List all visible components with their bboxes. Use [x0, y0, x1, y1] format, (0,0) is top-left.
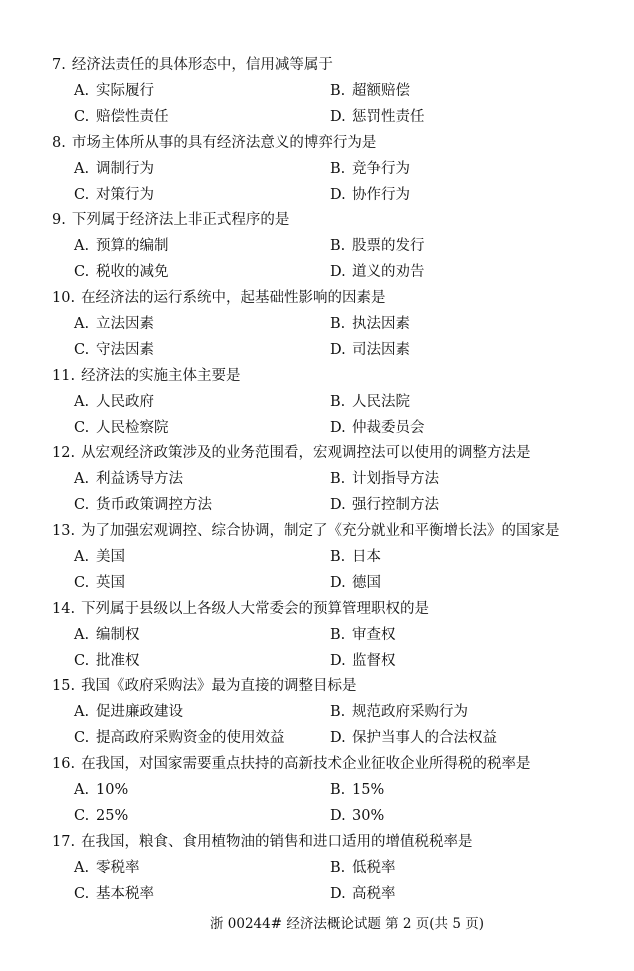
option-c [74, 108, 169, 126]
question-number: 17. [52, 834, 76, 850]
option-text: 立法因素 [96, 316, 154, 332]
question-stem [52, 755, 531, 773]
question-number: 15. [52, 678, 76, 694]
question-number: 13. [52, 523, 76, 539]
option-letter: B. [330, 471, 346, 487]
option-a [74, 82, 154, 100]
option-c [74, 807, 128, 825]
question-number: 14. [52, 601, 76, 617]
option-letter: C. [74, 342, 90, 358]
option-a [74, 470, 183, 488]
option-text: 批准权 [96, 653, 140, 669]
option-letter: B. [330, 782, 346, 798]
option-text: 强行控制方法 [352, 497, 439, 513]
option-d [330, 263, 425, 281]
question-number: 12. [52, 445, 76, 461]
option-text: 仲裁委员会 [352, 420, 425, 436]
option-a [74, 237, 169, 255]
option-text: 利益诱导方法 [96, 471, 183, 487]
option-letter: C. [74, 109, 90, 125]
option-c [74, 574, 125, 592]
option-letter: D. [330, 420, 346, 436]
option-text: 惩罚性责任 [352, 109, 425, 125]
option-text: 基本税率 [96, 886, 154, 902]
question-stem [52, 211, 289, 229]
option-d [330, 186, 410, 204]
option-text: 人民法院 [352, 394, 410, 410]
option-a [74, 548, 125, 566]
option-text: 审查权 [352, 627, 396, 643]
option-letter: A. [74, 860, 90, 876]
option-a [74, 626, 140, 644]
option-d [330, 885, 396, 903]
option-text: 执法因素 [352, 316, 410, 332]
question-number: 16. [52, 756, 76, 772]
question-stem [52, 289, 386, 307]
option-c [74, 341, 154, 359]
option-text: 货币政策调控方法 [96, 497, 212, 513]
option-text: 实际履行 [96, 83, 154, 99]
option-text: 25% [96, 808, 129, 824]
option-text: 人民政府 [96, 394, 154, 410]
option-letter: A. [74, 471, 90, 487]
option-letter: A. [74, 394, 90, 410]
option-text: 司法因素 [352, 342, 410, 358]
option-text: 15% [352, 782, 385, 798]
option-letter: B. [330, 627, 346, 643]
option-b [330, 859, 396, 877]
option-letter: A. [74, 83, 90, 99]
option-letter: C. [74, 497, 90, 513]
option-letter: B. [330, 161, 346, 177]
option-d [330, 729, 497, 747]
option-text: 道义的劝告 [352, 264, 425, 280]
option-text: 德国 [352, 575, 381, 591]
option-c [74, 496, 212, 514]
option-letter: B. [330, 704, 346, 720]
option-text: 股票的发行 [352, 238, 425, 254]
option-letter: B. [330, 860, 346, 876]
option-letter: C. [74, 187, 90, 203]
option-d [330, 419, 425, 437]
option-b [330, 548, 381, 566]
option-text: 日本 [352, 549, 381, 565]
option-letter: B. [330, 238, 346, 254]
option-a [74, 315, 154, 333]
question-text: 在我国，对国家需要重点扶持的高新技术企业征收企业所得税的税率是 [81, 756, 531, 772]
option-letter: D. [330, 187, 346, 203]
question-stem [52, 522, 560, 540]
option-c [74, 652, 140, 670]
option-d [330, 807, 384, 825]
option-letter: C. [74, 886, 90, 902]
option-letter: D. [330, 109, 346, 125]
option-letter: A. [74, 238, 90, 254]
option-text: 守法因素 [96, 342, 154, 358]
option-text: 10% [96, 782, 129, 798]
question-number: 10. [52, 290, 76, 306]
option-b [330, 626, 396, 644]
option-d [330, 496, 439, 514]
option-b [330, 237, 425, 255]
question-number: 9. [52, 212, 66, 228]
option-letter: C. [74, 653, 90, 669]
option-letter: A. [74, 316, 90, 332]
option-b [330, 470, 439, 488]
option-text: 监督权 [352, 653, 396, 669]
question-text: 下列属于经济法上非正式程序的是 [71, 212, 290, 228]
option-c [74, 729, 285, 747]
option-b [330, 703, 468, 721]
option-letter: C. [74, 420, 90, 436]
option-letter: D. [330, 497, 346, 513]
question-stem [52, 600, 429, 618]
option-text: 英国 [96, 575, 125, 591]
option-letter: D. [330, 264, 346, 280]
option-text: 调制行为 [96, 161, 154, 177]
option-c [74, 186, 154, 204]
option-letter: D. [330, 342, 346, 358]
option-text: 美国 [96, 549, 125, 565]
question-stem [52, 833, 473, 851]
option-letter: A. [74, 782, 90, 798]
option-d [330, 574, 381, 592]
option-text: 预算的编制 [96, 238, 169, 254]
question-text: 经济法的实施主体主要是 [81, 368, 241, 384]
option-text: 对策行为 [96, 187, 154, 203]
option-b [330, 781, 384, 799]
option-text: 竞争行为 [352, 161, 410, 177]
option-letter: C. [74, 575, 90, 591]
page-footer: 浙 00244# 经济法概论试题 第 2 页(共 5 页) [209, 916, 484, 932]
option-a [74, 160, 154, 178]
option-text: 人民检察院 [96, 420, 169, 436]
option-text: 保护当事人的合法权益 [352, 730, 497, 746]
question-stem [52, 444, 531, 462]
option-text: 低税率 [352, 860, 396, 876]
option-letter: C. [74, 264, 90, 280]
option-b [330, 393, 410, 411]
question-text: 市场主体所从事的具有经济法意义的博弈行为是 [71, 135, 377, 151]
question-text: 在我国，粮食、食用植物油的销售和进口适用的增值税税率是 [81, 834, 473, 850]
option-text: 编制权 [96, 627, 140, 643]
option-letter: C. [74, 730, 90, 746]
question-text: 经济法责任的具体形态中，信用减等属于 [71, 57, 333, 73]
option-b [330, 82, 410, 100]
option-c [74, 263, 169, 281]
option-text: 零税率 [96, 860, 140, 876]
question-text: 在经济法的运行系统中，起基础性影响的因素是 [81, 290, 386, 306]
question-text: 下列属于县级以上各级人大常委会的预算管理职权的是 [81, 601, 430, 617]
option-c [74, 419, 169, 437]
option-d [330, 341, 410, 359]
option-b [330, 315, 410, 333]
question-stem [52, 367, 241, 385]
option-text: 高税率 [352, 886, 396, 902]
option-a [74, 393, 154, 411]
option-letter: A. [74, 704, 90, 720]
option-letter: C. [74, 808, 90, 824]
option-text: 提高政府采购资金的使用效益 [96, 730, 285, 746]
option-letter: B. [330, 83, 346, 99]
option-letter: D. [330, 653, 346, 669]
question-stem [52, 134, 376, 152]
option-letter: B. [330, 394, 346, 410]
option-text: 税收的减免 [96, 264, 169, 280]
option-letter: A. [74, 627, 90, 643]
question-text: 从宏观经济政策涉及的业务范围看，宏观调控法可以使用的调整方法是 [81, 445, 531, 461]
option-a [74, 859, 140, 877]
question-number: 11. [52, 368, 76, 384]
question-stem [52, 677, 357, 695]
option-letter: B. [330, 316, 346, 332]
question-text: 我国《政府采购法》最为直接的调整目标是 [81, 678, 357, 694]
option-d [330, 652, 396, 670]
question-number: 7. [52, 57, 66, 73]
option-letter: A. [74, 161, 90, 177]
option-text: 计划指导方法 [352, 471, 439, 487]
option-letter: A. [74, 549, 90, 565]
option-text: 规范政府采购行为 [352, 704, 468, 720]
option-letter: D. [330, 808, 346, 824]
question-text: 为了加强宏观调控、综合协调，制定了《充分就业和平衡增长法》的国家是 [81, 523, 560, 539]
option-text: 赔偿性责任 [96, 109, 169, 125]
option-a [74, 703, 183, 721]
option-letter: D. [330, 886, 346, 902]
option-text: 协作行为 [352, 187, 410, 203]
question-stem [52, 56, 333, 74]
option-b [330, 160, 410, 178]
option-letter: D. [330, 575, 346, 591]
option-text: 30% [352, 808, 385, 824]
option-a [74, 781, 128, 799]
option-text: 促进廉政建设 [96, 704, 183, 720]
option-letter: B. [330, 549, 346, 565]
question-number: 8. [52, 135, 66, 151]
option-c [74, 885, 154, 903]
option-text: 超额赔偿 [352, 83, 410, 99]
option-letter: D. [330, 730, 346, 746]
option-d [330, 108, 425, 126]
